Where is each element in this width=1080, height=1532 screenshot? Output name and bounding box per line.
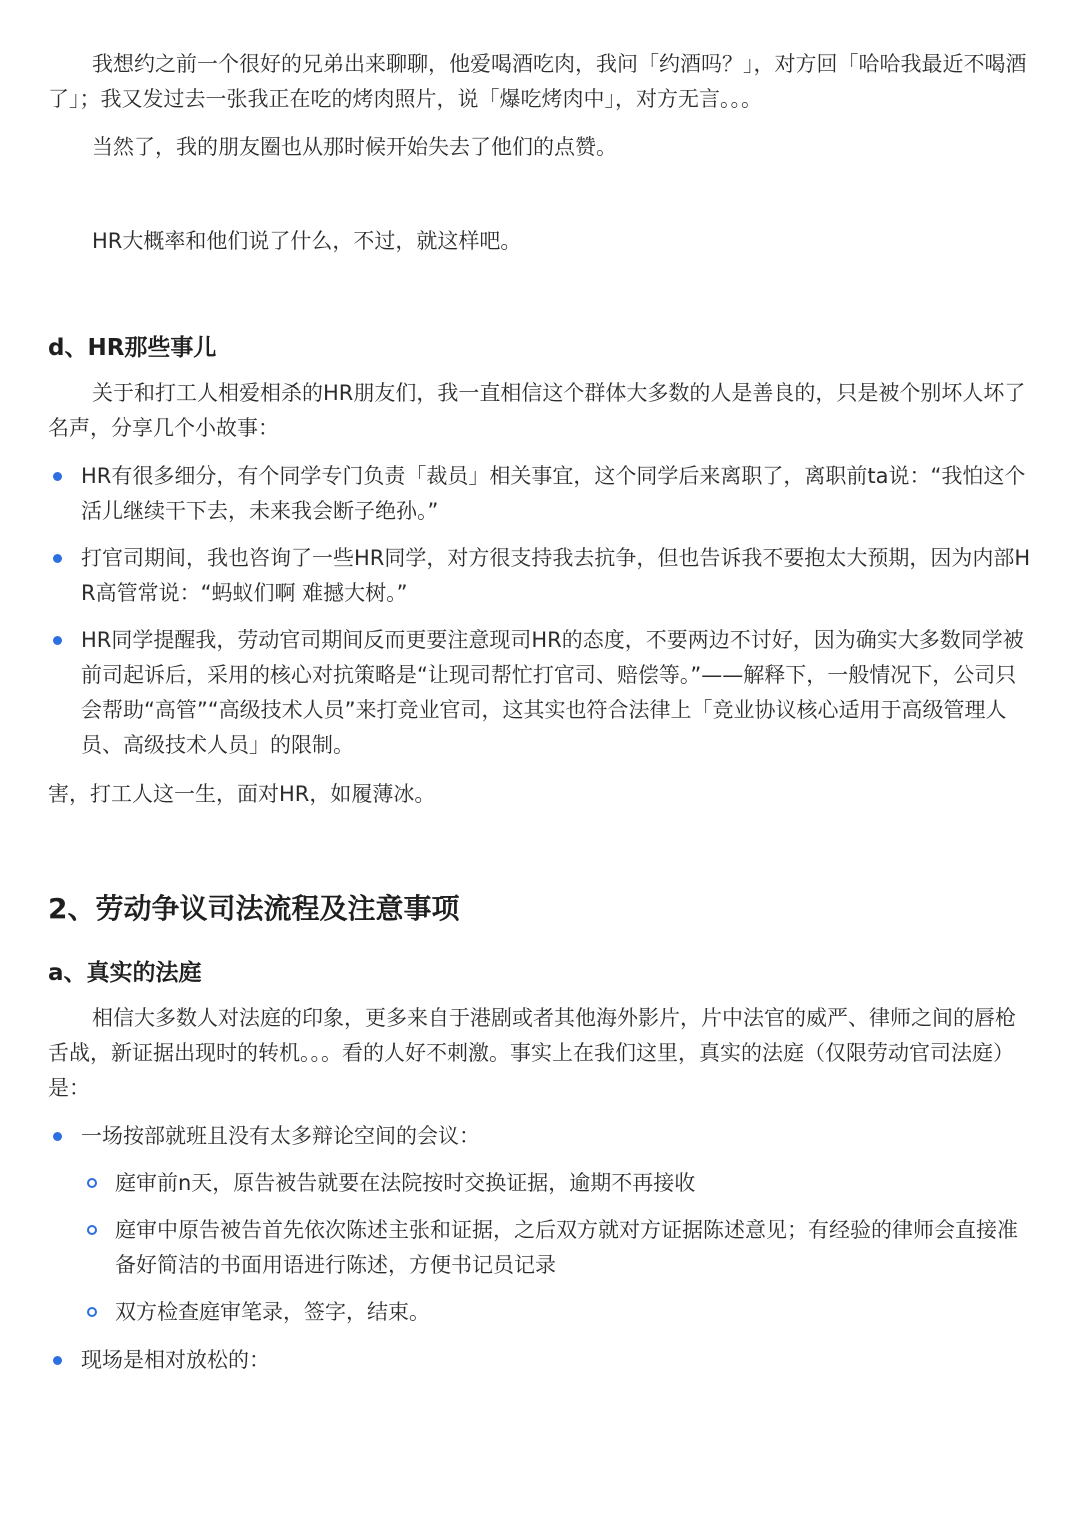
paragraph-moments-likes: 当然了，我的朋友圈也从那时候开始失去了他们的点赞。 [92, 135, 617, 159]
list-item [48, 1119, 1033, 1154]
bullet-circle-icon [87, 1225, 97, 1235]
section-2-heading: 2、劳动争议司法流程及注意事项 [48, 892, 460, 925]
sub-list-item [82, 1213, 1033, 1283]
bullet-dot-icon [53, 472, 62, 481]
list-item-text: HR同学提醒我，劳动官司期间反而更要注意现司HR的态度，不要两边不讨好，因为确实大多数同学被前司起诉后，采用的核心对抗策略是“让现司帮忙打官司、赔偿等。”——解释下，一般情况下，公司只会帮助“高管”“高级技术人员”来打竞业官司，这其实也符合法律上「竞业协议核心适用于高级管理人员、高级技术人员」的限制。 [81, 628, 1024, 757]
paragraph-drinking-story: 我想约之前一个很好的兄弟出来聊聊，他爱喝酒吃肉，我问「约酒吗？」，对方回「哈哈我最近不喝酒了」；我又发过去一张我正在吃的烤肉照片，说「爆吃烤肉中」，对方无言。。。 [48, 52, 1027, 111]
bullet-dot-icon [53, 1356, 62, 1365]
list-item-text: HR有很多细分，有个同学专门负责「裁员」相关事宜，这个同学后来离职了，离职前ta说：“我怕这个活儿继续干下去，未来我会断子绝孙。” [81, 464, 1026, 523]
section-d-closing: 害，打工人这一生，面对HR，如履薄冰。 [48, 782, 436, 806]
list-item [48, 459, 1033, 529]
bullet-circle-icon [87, 1178, 97, 1188]
section-d-heading: d、HR那些事儿 [48, 335, 217, 361]
bullet-dot-icon [53, 636, 62, 645]
list-item [48, 541, 1033, 611]
bullet-dot-icon [53, 554, 62, 563]
list-item-text: 打官司期间，我也咨询了一些HR同学，对方很支持我去抗争，但也告诉我不要抱太大预期，因为内部HR高管常说：“蚂蚁们啊 难撼大树。” [81, 546, 1031, 605]
paragraph-hr-said: HR大概率和他们说了什么，不过，就这样吧。 [92, 229, 522, 253]
section-d-intro: 关于和打工人相爱相杀的HR朋友们，我一直相信这个群体大多数的人是善良的，只是被个别坏人坏了名声，分享几个小故事： [48, 381, 1026, 440]
list-item [48, 623, 1033, 763]
list-item-text: 现场是相对放松的： [81, 1348, 270, 1372]
sub-list-item-text: 庭审前n天，原告被告就要在法院按时交换证据，逾期不再接收 [115, 1171, 696, 1195]
section-a-intro: 相信大多数人对法庭的印象，更多来自于港剧或者其他海外影片，片中法官的威严、律师之间的唇枪舌战，新证据出现时的转机。。。看的人好不刺激。事实上在我们这里，真实的法庭（仅限劳动官司法庭）是： [48, 1006, 1016, 1100]
bullet-circle-icon [87, 1307, 97, 1317]
sub-list-item [82, 1295, 1033, 1330]
sub-list-item-text: 庭审中原告被告首先依次陈述主张和证据，之后双方就对方证据陈述意见；有经验的律师会直接准备好简洁的书面用语进行陈述，方便书记员记录 [115, 1218, 1018, 1277]
section-a-heading: a、真实的法庭 [48, 960, 202, 986]
list-item-text: 一场按部就班且没有太多辩论空间的会议： [81, 1124, 480, 1148]
sub-list-item [82, 1166, 1033, 1201]
bullet-dot-icon [53, 1132, 62, 1141]
sub-list-item-text: 双方检查庭审笔录，签字，结束。 [115, 1300, 430, 1324]
list-item [48, 1343, 1033, 1378]
